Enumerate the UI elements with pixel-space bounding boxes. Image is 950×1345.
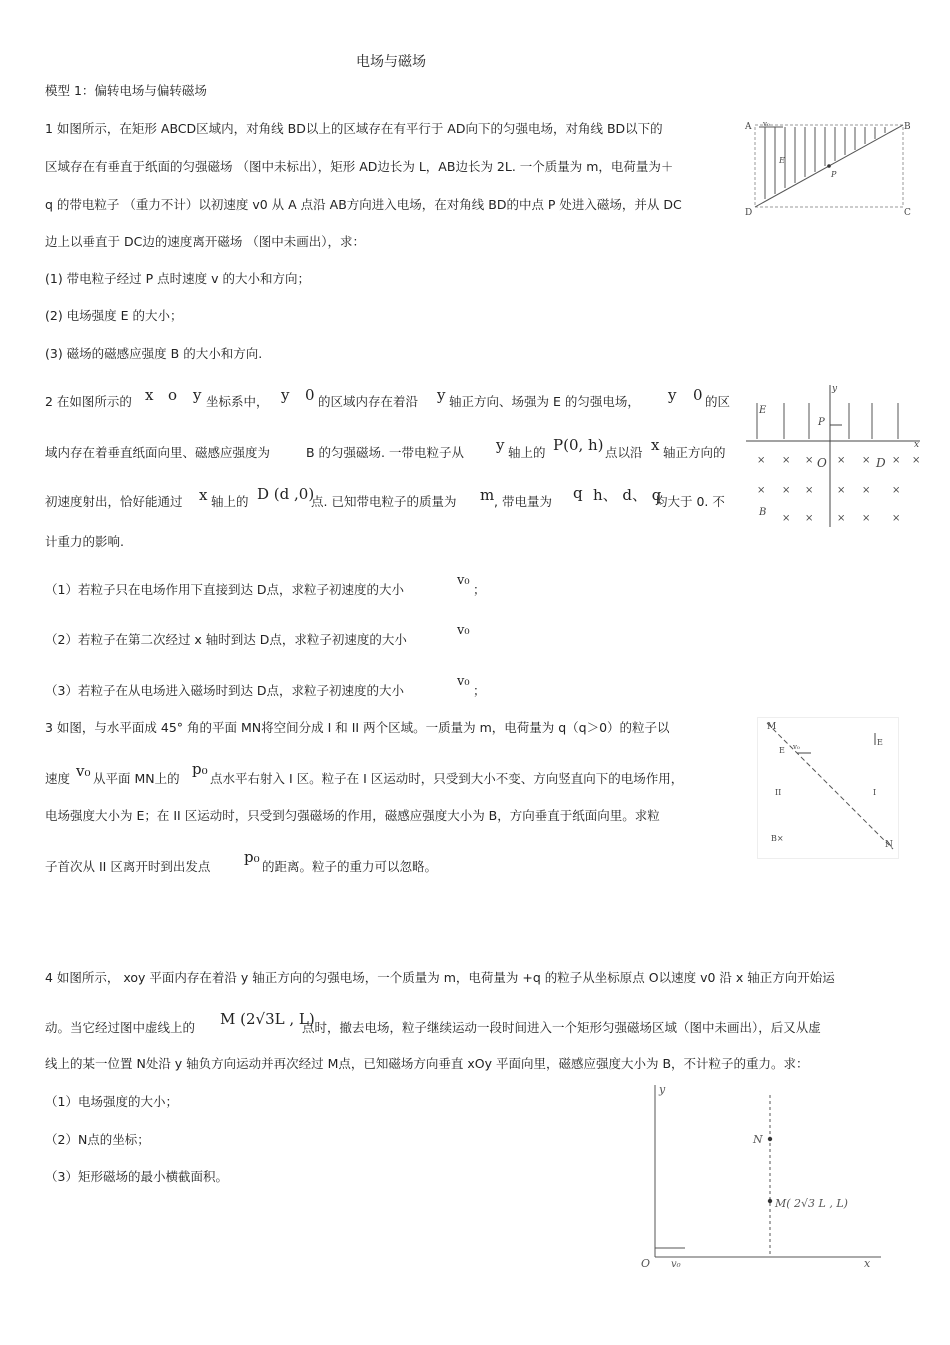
p2-line2-b: B 的匀强磁场. 一带电粒子从 [306,445,464,460]
p1-question-3: (3) 磁场的磁感应强度 B 的大小和方向. [45,346,263,361]
svg-text:×: × [837,485,846,496]
svg-text:×: × [892,513,901,524]
p2-question-2: （2）若粒子在第二次经过 x 轴时到达 D点，求粒子初速度的大小 [45,632,407,647]
p1-question-1: (1) 带电粒子经过 P 点时速度 v 的大小和方向； [45,271,311,286]
p3-figure [757,717,899,859]
p2-line1-c: 的区域内存在着沿 [318,394,419,409]
svg-text:×: × [892,485,901,496]
p2-symbol-m: m [480,486,495,504]
p2-question-1-v0: v₀ [457,573,470,588]
p2-line1-d: 轴正方向、场强为 E 的匀强电场， [449,394,640,409]
p2-figure-label-x: x [914,440,920,450]
p1-question-2: (2) 电场强度 E 的大小； [45,308,183,323]
p4-line2-a: 动。当它经过图中虚线上的 [45,1020,196,1035]
p2-line1-a: 2 在如图所示的 [45,394,132,409]
p1-line3: q 的带电粒子 （重力不计）以初速度 v0 从 A 点沿 AB方向进入电场，在对角线 BD的中点 P 处进入磁场，并从 DC [45,197,682,212]
p2-line1-e: 的区 [705,394,731,409]
p2-symbol-x-direction: x [651,436,660,454]
p2-line1-b: 坐标系中， [206,394,269,409]
p1-figure-label-d: D [745,208,753,217]
p1-figure-label-b: B [904,122,911,132]
p3-line3: 电场强度大小为 E；在 II 区运动时，只受到匀强磁场的作用，磁感应强度大小为 B，方向垂直于纸面向里。求粒 [45,808,660,823]
p2-figure-label-e: E [759,405,767,416]
p3-line4-b: 的距离。粒子的重力可以忽略。 [262,859,438,874]
p1-figure-label-a: A [745,122,752,132]
page-title: 电场与磁场 [356,54,426,70]
p3-figure-label-e-left: E [779,746,785,755]
p2-symbol-y-region-2: y [668,386,677,404]
p2-question-2-v0: v₀ [457,623,470,638]
svg-text:×: × [862,513,871,524]
p2-question-1: （1）若粒子只在电场作用下直接到达 D点，求粒子初速度的大小 [45,582,405,597]
svg-text:×: × [912,455,921,466]
p3-figure-label-v: v₀ [793,743,800,751]
p2-line3-a: 初速度射出，恰好能通过 [45,494,183,509]
p3-figure-label-m: M [767,722,777,732]
p3-line2-a: 速度 [45,771,71,786]
p3-line2-b: 从平面 MN上的 [93,771,180,786]
p2-line3-b: 轴上的 [211,494,249,509]
p3-line4-a: 子首次从 II 区离开时到出发点 [45,859,211,874]
svg-text:×: × [862,455,871,466]
p4-line2-b: 点时，撤去电场，粒子继续运动一段时间进入一个矩形匀强磁场区域（图中未画出），后又从虚 [302,1020,821,1035]
p4-figure-point-m [768,1199,772,1203]
section-heading: 模型 1：偏转电场与偏转磁场 [45,83,207,98]
p2-figure-label-b: B [759,507,767,518]
p2-symbol-zero-2: 0 [693,386,703,404]
p4-question-2: （2）N点的坐标； [45,1132,150,1147]
p2-figure-label-y: y [832,384,838,394]
p1-figure-label-c: C [904,208,911,217]
p4-line1: 4 如图所示， xoy 平面内存在着沿 y 轴正方向的匀强电场，一个质量为 m，电荷量为 +q 的粒子从坐标原点 O以速度 v0 沿 x 轴正方向开始运 [45,970,835,985]
p3-figure-label-n: N [885,840,893,850]
svg-text:×: × [862,485,871,496]
svg-text:×: × [782,485,791,496]
p3-figure-label-ii: II [775,788,782,797]
p2-figure-label-o: O [817,456,827,470]
p2-question-3: （3）若粒子在从电场进入磁场时到达 D点，求粒子初速度的大小 [45,683,405,698]
p4-question-1: （1）电场强度的大小； [45,1094,178,1109]
p3-figure-plane-mn [767,723,893,849]
p2-figure-label-d: D [876,456,886,470]
p2-symbol-y-axis: y [437,386,446,404]
p3-figure-label-e-right: E [877,738,883,747]
p2-figure-crosses [757,455,920,524]
p4-figure-label-n: N [753,1133,763,1146]
p2-symbol-x: x [145,386,154,404]
p2-symbols-hdq: h、 d、 q [593,486,662,504]
p4-point-m: M (2√3L , L) [220,1010,315,1028]
p2-symbol-o: o [168,386,178,404]
p1-figure-label-v0: v₀ [763,120,770,128]
p3-symbol-v0: v₀ [76,762,91,780]
svg-text:×: × [782,455,791,466]
p2-line4: 计重力的影响. [45,534,124,549]
p2-figure-field-lines [757,403,898,439]
p1-figure-point-p [827,164,831,168]
p4-figure-label-v0: v₀ [671,1259,681,1270]
svg-text:×: × [805,455,814,466]
p2-point-d: D (d ,0) [257,485,315,503]
p1-figure-label-e: E [779,156,785,165]
p2-line2-a: 域内存在着垂直纸面向里、磁感应强度为 [45,445,271,460]
p2-symbol-y-start: y [496,436,505,454]
p4-figure [633,1077,885,1277]
p2-figure-label-p: P [818,417,825,428]
p2-line3-e: 均大于 0. 不 [655,494,725,509]
svg-text:×: × [757,485,766,496]
p1-line2: 区域存在有垂直于纸面的匀强磁场 （图中未标出），矩形 AD边长为 L，AB边长为 2L. 一个质量为 m，电荷量为＋ [45,159,674,174]
p2-symbol-y: y [193,386,202,404]
p2-point-p: P(0, h) [553,436,604,454]
p2-symbol-x-axis: x [199,486,208,504]
p3-symbol-p0-b: p₀ [244,848,260,866]
p2-figure [742,381,924,529]
p2-symbol-y-region: y [281,386,290,404]
svg-text:×: × [892,455,901,466]
p3-symbol-p0: p₀ [192,760,208,778]
p1-figure-label-p: P [831,170,837,179]
p4-figure-label-o: O [641,1257,651,1270]
p2-question-3-v0: v₀ [457,674,470,689]
svg-text:×: × [782,513,791,524]
p1-line1: 1 如图所示，在矩形 ABCD区域内，对角线 BD以上的区域存在有平行于 AD向下的匀强电场，对角线 BD以下的 [45,121,663,136]
svg-text:×: × [837,513,846,524]
svg-text:×: × [805,485,814,496]
svg-text:×: × [837,455,846,466]
p3-line2-c: 点水平右射入 I 区。粒子在 I 区运动时，只受到大小不变、方向竖直向下的电场作用， [210,771,684,786]
p2-line3-c: 点. 已知带电粒子的质量为 [311,494,457,509]
p3-figure-label-b: B× [771,834,784,843]
p4-figure-label-x: x [864,1257,871,1270]
p2-line2-e: 轴正方向的 [663,445,726,460]
p2-question-1-end: ； [473,582,486,597]
p2-line3-d: , 带电量为 [494,494,552,509]
p2-line2-d: 点以沿 [605,445,643,460]
p3-line1: 3 如图，与水平面成 45° 角的平面 MN将空间分成 I 和 II 两个区域。一质量为 m，电荷量为 q（q＞0）的粒子以 [45,720,670,735]
p4-figure-label-y: y [659,1083,666,1096]
p2-symbol-zero: 0 [305,386,315,404]
p1-figure [741,119,911,217]
p4-figure-label-m: M( 2√3 L , L) [775,1197,848,1210]
p4-line3: 线上的某一位置 N处沿 y 轴负方向运动并再次经过 M点，已知磁场方向垂直 xOy 平面向里，磁感应强度大小为 B，不计粒子的重力。求： [45,1056,809,1071]
svg-text:×: × [805,513,814,524]
p4-question-3: （3）矩形磁场的最小横截面积。 [45,1169,228,1184]
p2-line2-c: 轴上的 [508,445,546,460]
p2-symbol-q: q [573,484,583,502]
p3-figure-label-i: I [873,788,877,797]
p2-question-3-end: ； [473,683,486,698]
p1-line4: 边上以垂直于 DC边的速度离开磁场 （图中未画出），求： [45,234,366,249]
svg-text:×: × [757,455,766,466]
p4-figure-point-n [768,1137,772,1141]
